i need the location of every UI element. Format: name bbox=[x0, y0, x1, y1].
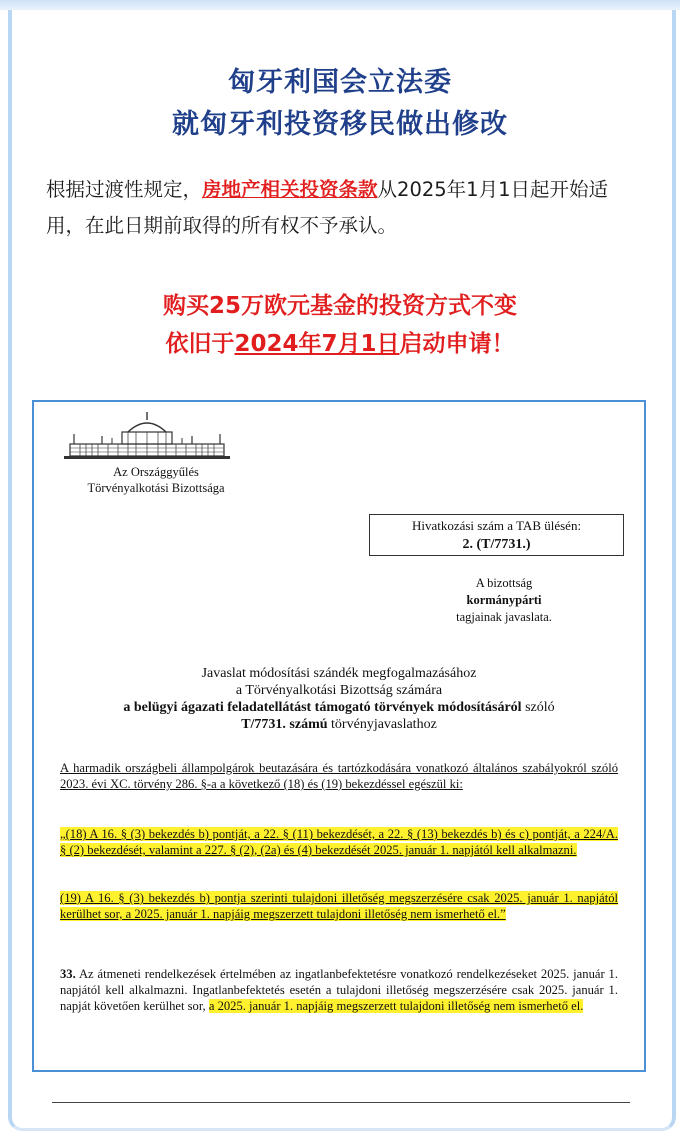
heading-line3-bold: a belügyi ágazati feladatellátást támogató törvények módosításáról bbox=[123, 700, 522, 715]
page-title-line1: 匈牙利国会立法委 bbox=[228, 67, 452, 98]
document-heading bbox=[44, 665, 634, 733]
heading-line3 bbox=[44, 699, 634, 716]
paragraph-amendment-intro: A harmadik országbeli állampolgárok beutazására és tartózkodására vonatkozó általános szabályokról szóló 2023. évi XC. törvény 286. §-a a következő (18) és (19) bekezdéssel egészül ki: bbox=[60, 761, 618, 791]
notice-line1: 购买25万欧元基金的投资方式不变 bbox=[162, 293, 517, 319]
intro-highlight: 房地产相关投资条款 bbox=[202, 178, 378, 201]
reference-number: 2. (T/7731.) bbox=[462, 537, 531, 552]
reference-box bbox=[369, 514, 624, 556]
paragraph-33-number: 33. bbox=[60, 967, 76, 981]
notice-suffix: 启动申请！ bbox=[399, 331, 515, 357]
notice-prefix: 依旧于 bbox=[165, 331, 235, 357]
top-bar bbox=[0, 0, 680, 10]
org-line2: Törvényalkotási Bizottsága bbox=[87, 481, 225, 495]
issuing-organization bbox=[66, 464, 246, 496]
committee-line2: kormánypárti bbox=[466, 593, 542, 607]
intro-before: 根据过渡性规定， bbox=[46, 178, 203, 201]
paragraph-19 bbox=[60, 890, 618, 922]
heading-line1: Javaslat módosítási szándék megfogalmazásához bbox=[201, 666, 477, 681]
paragraph-18 bbox=[60, 826, 618, 858]
paragraph-33 bbox=[60, 966, 618, 1014]
reference-label: Hivatkozási szám a TAB ülésén: bbox=[411, 518, 582, 533]
bottom-divider bbox=[52, 1102, 630, 1103]
paragraph-33-text: Az átmeneti rendelkezések értelmében az ingatlanbefektetésre vonatkozó rendelkezéseket 2025. január 1. napjától kell alkalmazni. Ingatlanbefektetés esetén a tulajdoni illetőség megszerzésére csak 2025. január 1. napját követően kerülhet sor, bbox=[60, 967, 618, 1013]
parliament-building-icon bbox=[62, 412, 232, 469]
notice-date: 2024年7月1日 bbox=[234, 331, 400, 357]
intro-after: 从2025年1月1日起开始适用，在此日期前取得的所有权不予承认。 bbox=[46, 178, 608, 237]
committee-line3: tagjainak javaslata. bbox=[456, 610, 552, 624]
heading-line4-rest: törvényjavaslathoz bbox=[327, 717, 437, 732]
heading-line3-rest: szóló bbox=[521, 700, 555, 715]
org-line1: Az Országgyűlés bbox=[113, 465, 199, 479]
notice-line2 bbox=[0, 325, 680, 358]
heading-line4 bbox=[44, 716, 634, 733]
committee-note bbox=[414, 575, 594, 626]
paragraph-18-text: „(18) A 16. § (3) bekezdés b) pontját, a 22. § (11) bekezdését, a 22. § (13) bekezdés b) és c) pontját, a 224/A. § (2) bekezdését, valamint a 227. § (2), (2a) és (4) bekezdését 2025. január 1. napjától kell alkalmazni. bbox=[60, 827, 618, 857]
heading-line2: a Törvényalkotási Bizottság számára bbox=[235, 683, 443, 698]
heading-line4-bold: T/7731. számú bbox=[241, 717, 328, 732]
paragraph-19-text: (19) A 16. § (3) bekezdés b) pontja szerinti tulajdoni illetőség megszerzésére csak 2025. január 1. napjától kerülhet sor, a 2025. január 1. napjáig megszerzett tulajdoni illetőség nem ismerhető el.” bbox=[60, 891, 618, 921]
page-title-line2: 就匈牙利投资移民做出修改 bbox=[172, 109, 508, 140]
committee-line1: A bizottság bbox=[475, 576, 533, 590]
intro-paragraph bbox=[46, 172, 646, 244]
paragraph-33-highlight: a 2025. január 1. napjáig megszerzett tulajdoni illetőség nem ismerhető el. bbox=[208, 999, 584, 1013]
legal-document-scan bbox=[32, 400, 646, 1072]
